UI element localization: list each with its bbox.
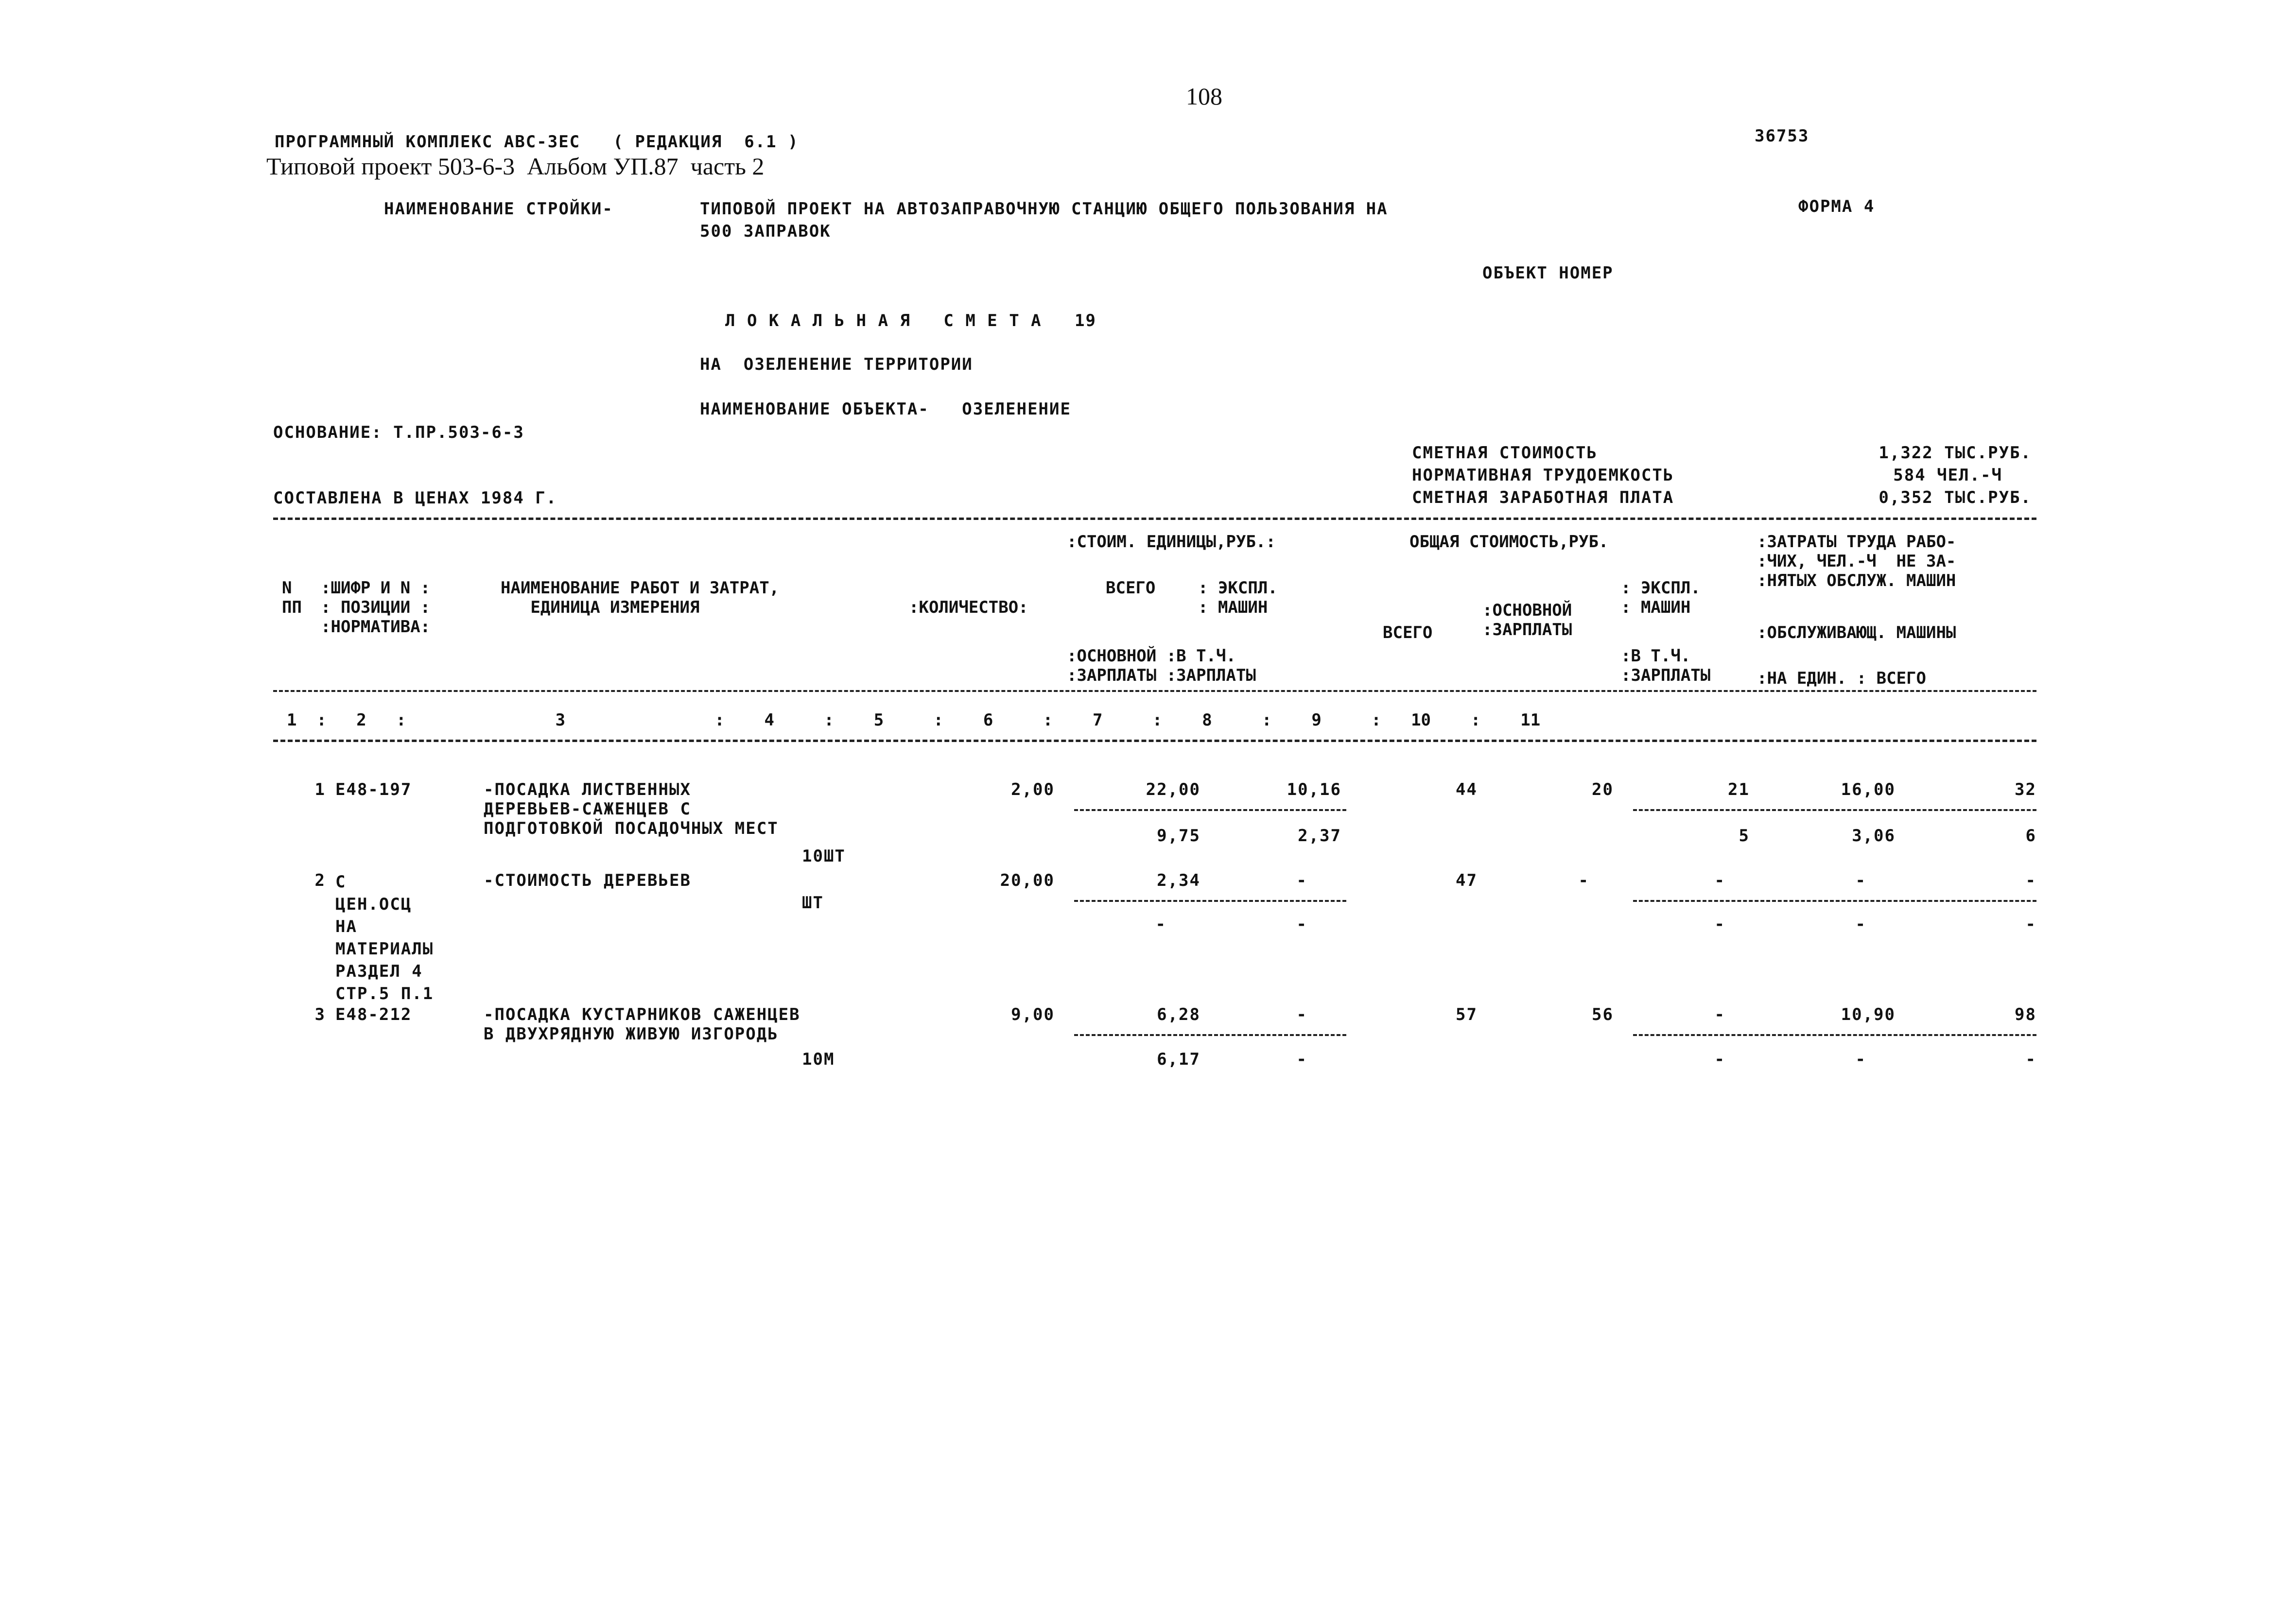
row-labor-unit-machines: -: [1855, 915, 1866, 934]
row-labor-total-machines: -: [2025, 1050, 2036, 1069]
construction-name-line1: ТИПОВОЙ ПРОЕКТ НА АВТОЗАПРАВОЧНУЮ СТАНЦИЮ ОБЩЕГО ПОЛЬЗОВАНИЯ НА: [700, 199, 1388, 219]
compiled-prices: СОСТАВЛЕНА В ЦЕНАХ 1984 Г.: [273, 488, 557, 508]
row-name: -СТОИМОСТЬ ДЕРЕВЬЕВ: [484, 871, 691, 890]
form-label: ФОРМА 4: [1798, 197, 1875, 216]
row-machine-wage: 5: [1739, 826, 1750, 846]
row-labor-total: -: [2025, 871, 2036, 890]
row-divider: [1074, 900, 1346, 902]
estimate-subject: НА ОЗЕЛЕНЕНИЕ ТЕРРИТОРИИ: [700, 355, 973, 374]
row-divider: [1074, 809, 1346, 811]
row-quantity: 9,00: [1011, 1005, 1055, 1024]
summary-labor-value: 584 ЧЕЛ.-Ч: [1893, 466, 2002, 485]
row-unit: 10ШТ: [802, 847, 846, 866]
object-number: ОБЪЕКТ НОМЕР: [1482, 263, 1614, 283]
column-numbers: 1 : 2 : 3 : 4 : 5 : 6 : 7 : 8 : 9 : 10 : 11: [287, 710, 1541, 730]
row-divider: [1633, 1034, 2036, 1036]
row-unit-total: 2,34: [1157, 871, 1200, 890]
row-unit-total: 6,28: [1157, 1005, 1200, 1024]
doc-number: 36753: [1755, 126, 1809, 146]
construction-label: НАИМЕНОВАНИЕ СТРОЙКИ-: [384, 199, 613, 219]
row-unit-machines: -: [1296, 1005, 1307, 1024]
row-total-machines: -: [1714, 871, 1725, 890]
basis: ОСНОВАНИЕ: Т.ПР.503-6-3: [273, 423, 524, 442]
row-unit-machines: -: [1296, 871, 1307, 890]
summary-wage-label: СМЕТНАЯ ЗАРАБОТНАЯ ПЛАТА: [1412, 488, 1674, 507]
row-quantity: 20,00: [1000, 871, 1055, 890]
row-machine-wage: -: [1714, 1050, 1725, 1069]
header-code: :ШИФР И N : : ПОЗИЦИИ : :НОРМАТИВА:: [321, 578, 431, 637]
row-code: С ЦЕН.ОСЦ НА МАТЕРИАЛЫ РАЗДЕЛ 4 СТР.5 П.1: [335, 872, 434, 1003]
row-labor-total: 32: [2015, 780, 2036, 799]
construction-name-line2: 500 ЗАПРАВОК: [700, 222, 831, 241]
header-total-cost: ОБЩАЯ СТОИМОСТЬ,РУБ.: [1409, 532, 1609, 552]
row-number: 3: [314, 1005, 326, 1024]
summary-cost-label: СМЕТНАЯ СТОИМОСТЬ: [1412, 443, 1598, 463]
column-numbers-rule: [273, 740, 2036, 742]
row-unit-wage: 9,75: [1157, 826, 1200, 846]
row-total: 47: [1456, 871, 1478, 890]
row-unit: 10М: [802, 1050, 835, 1069]
row-total-wage: 56: [1592, 1005, 1614, 1024]
row-total: 44: [1456, 780, 1478, 799]
row-code: Е48-212: [335, 1005, 412, 1024]
row-name: -ПОСАДКА КУСТАРНИКОВ САЖЕНЦЕВ В ДВУХРЯДНУЮ ЖИВУЮ ИЗГОРОДЬ: [484, 1005, 800, 1044]
header-unit-osn-zarp: :ОСНОВНОЙ :В Т.Ч. :ЗАРПЛАТЫ :ЗАРПЛАТЫ: [1067, 646, 1256, 685]
summary-cost-value: 1,322 ТЫС.РУБ.: [1879, 443, 2032, 463]
row-total-machines: 21: [1728, 780, 1750, 799]
estimate-title: Л О К А Л Ь Н А Я С М Е Т А 19: [725, 311, 1096, 330]
header-total-expl: : ЭКСПЛ. : МАШИН: [1621, 578, 1701, 617]
row-unit-machine-wage: -: [1296, 915, 1307, 934]
header-labor: :ЗАТРАТЫ ТРУДА РАБО- :ЧИХ, ЧЕЛ.-Ч НЕ ЗА- :НЯТЫХ ОБСЛУЖ. МАШИН: [1757, 532, 1956, 590]
header-total-vsego: ВСЕГО: [1383, 623, 1433, 642]
table-top-rule: [273, 518, 2036, 520]
row-divider: [1633, 809, 2036, 811]
row-total-machines: -: [1714, 1005, 1725, 1024]
header-unit-expl: : ЭКСПЛ. : МАШИН: [1198, 578, 1278, 617]
row-divider: [1633, 900, 2036, 902]
row-labor-total-machines: 6: [2025, 826, 2036, 846]
header-name: НАИМЕНОВАНИЕ РАБОТ И ЗАТРАТ, ЕДИНИЦА ИЗМЕРЕНИЯ: [501, 578, 780, 617]
typical-project: Типовой проект 503-6-3 Альбом УП.87 часть 2: [266, 153, 765, 180]
row-quantity: 2,00: [1011, 780, 1055, 799]
page-number: 108: [1186, 83, 1222, 110]
program-name: ПРОГРАММНЫЙ КОМПЛЕКС АВС-ЗЕС ( РЕДАКЦИЯ 6.1 ): [275, 132, 799, 152]
header-quantity: :КОЛИЧЕСТВО:: [909, 598, 1028, 617]
row-total-wage: 20: [1592, 780, 1614, 799]
row-number: 2: [314, 871, 326, 890]
row-number: 1: [314, 780, 326, 799]
row-labor-unit-machines: -: [1855, 1050, 1866, 1069]
row-unit: ШТ: [802, 893, 824, 913]
row-unit-machines: 10,16: [1287, 780, 1341, 799]
header-total-vtch: :В Т.Ч. :ЗАРПЛАТЫ: [1621, 646, 1711, 685]
summary-wage-value: 0,352 ТЫС.РУБ.: [1879, 488, 2032, 507]
header-unit-cost: :СТОИМ. ЕДИНИЦЫ,РУБ.:: [1067, 532, 1276, 552]
header-labor-sub: :ОБСЛУЖИВАЮЩ. МАШИНЫ: [1757, 623, 1956, 642]
row-unit-machine-wage: -: [1296, 1050, 1307, 1069]
header-unit-vsego: ВСЕГО: [1106, 578, 1156, 598]
row-unit-machine-wage: 2,37: [1298, 826, 1341, 846]
header-n: N ПП: [282, 578, 302, 617]
row-total: 57: [1456, 1005, 1478, 1024]
header-total-osn: :ОСНОВНОЙ :ЗАРПЛАТЫ: [1482, 601, 1572, 639]
row-labor-unit: 16,00: [1841, 780, 1896, 799]
row-divider: [1074, 1034, 1346, 1036]
row-total-wage: -: [1578, 871, 1589, 890]
header-bottom-rule: [273, 690, 2036, 692]
row-name: -ПОСАДКА ЛИСТВЕННЫХ ДЕРЕВЬЕВ-САЖЕНЦЕВ С ПОДГОТОВКОЙ ПОСАДОЧНЫХ МЕСТ: [484, 780, 779, 838]
header-labor-unit: :НА ЕДИН. : ВСЕГО: [1757, 669, 1926, 688]
row-labor-unit: 10,90: [1841, 1005, 1896, 1024]
row-labor-unit-machines: 3,06: [1852, 826, 1896, 846]
summary-labor-label: НОРМАТИВНАЯ ТРУДОЕМКОСТЬ: [1412, 466, 1674, 485]
row-unit-wage: -: [1155, 915, 1166, 934]
row-unit-total: 22,00: [1146, 780, 1200, 799]
row-labor-total-machines: -: [2025, 915, 2036, 934]
row-unit-wage: 6,17: [1157, 1050, 1200, 1069]
row-labor-total: 98: [2015, 1005, 2036, 1024]
row-machine-wage: -: [1714, 915, 1725, 934]
row-code: Е48-197: [335, 780, 412, 799]
row-labor-unit: -: [1855, 871, 1866, 890]
object-name: НАИМЕНОВАНИЕ ОБЪЕКТА- ОЗЕЛЕНЕНИЕ: [700, 399, 1071, 419]
